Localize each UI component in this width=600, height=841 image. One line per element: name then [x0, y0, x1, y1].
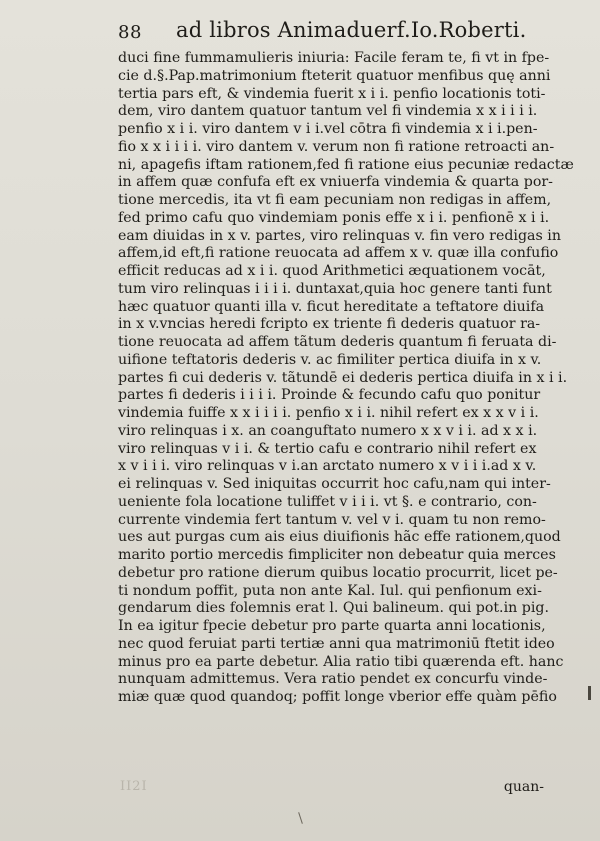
text-line: ti nondum poffit, puta non ante Kal. Iul. qui penfionum exi- [118, 582, 542, 599]
text-line: nunquam admittemus. Vera ratio pendet ex concurfu vinde- [118, 671, 548, 688]
text-line: partes fi cui dederis v. tãtundē ei dederis pertica diuifa in x i i. [118, 369, 568, 386]
text-line: in x v.vncias heredi fcripto ex triente fi dederis quatuor ra- [118, 316, 541, 333]
text-line: fed primo cafu quo vindemiam ponis effe x i i. penfionē x i i. [118, 209, 550, 226]
text-line: tione reuocata ad affem tãtum dederis quantum fi feruata di- [118, 334, 557, 350]
text-line: In ea igitur fpecie debetur pro parte quarta anni locationis, [118, 618, 546, 634]
body-text [118, 50, 574, 707]
margin-mark [588, 686, 591, 700]
text-line: duci fine fummamulieris iniuria: Facile feram te, fi vt in fpe- [118, 50, 550, 66]
text-line: cie d.§.Pap.matrimonium fteterit quatuor menfibus quę anni [118, 67, 551, 84]
text-line: tertia pars eft, & vindemia fuerit x i i. penfio locationis toti- [118, 85, 546, 102]
text-line: uifione teftatoris dederis v. ac fimiliter pertica diuifa in x v. [118, 351, 542, 368]
text-line: tione mercedis, ita vt fi eam pecuniam non redigas in affem, [118, 192, 552, 208]
text-line: affem,id eft,fi ratione reuocata ad affem x v. quæ illa confufio [118, 245, 559, 262]
text-line: eam diuidas in x v. partes, viro relinquas v. fin vero redigas in [118, 227, 561, 244]
text-line: ues aut purgas cum ais eius diuifionis hãc effe rationem,quod [118, 529, 561, 546]
text-line: partes fi dederis i i i i. Proinde & fecundo cafu quo ponitur [118, 387, 541, 404]
text-line: tum viro relinquas i i i i. duntaxat,quia hoc genere tanti funt [118, 280, 552, 297]
text-line: in affem quæ confufa eft ex vniuerfa vindemia & quarta por- [118, 174, 553, 191]
text-line: debetur pro ratione dierum quibus locatio procurrit, licet pe- [118, 564, 558, 581]
running-head: ad libros Animaduerf.Io.Roberti. [176, 18, 527, 42]
text-line: ei relinquas v. Sed iniquitas occurrit hoc cafu,nam qui inter- [118, 476, 551, 492]
text-line: miæ quæ quod quandoq; poffit longe vberior effe quàm pēfio [118, 689, 557, 705]
bleed-through-text: ΙΙ2Ι [120, 779, 148, 794]
text-line: vindemia fuiffe x x i i i i. penfio x i i. nihil refert ex x x v i i. [118, 405, 539, 421]
text-line: marito portio mercedis fimpliciter non debeatur quia merces [118, 547, 556, 563]
text-line: efficit reducas ad x i i. quod Arithmetici æquationem vocāt, [118, 263, 546, 279]
text-line: currente vindemia fert tantum v. vel v i. quam tu non remo- [118, 511, 546, 528]
text-line: minus pro ea parte debetur. Alia ratio tibi quærenda eft. hanc [118, 653, 564, 670]
text-line: penfio x i i. viro dantem v i i.vel cōtra fi vindemia x i i.pen- [118, 121, 538, 137]
text-line: dem, viro dantem quatuor tantum vel fi vindemia x x i i i i. [118, 103, 538, 120]
text-line: hæc quatuor quanti illa v. ficut hereditate a teftatore diuifa [118, 298, 545, 315]
text-line: ni, apagefis iftam rationem,fed fi ratione eius pecuniæ redactæ [118, 156, 574, 173]
page-number: 88 [118, 22, 142, 43]
catchword: quan- [503, 779, 544, 795]
text-line: viro relinquas v i i. & tertio cafu e contrario nihil refert ex [118, 440, 537, 457]
text-line: viro relinquas i x. an coanguftato numero x x v i i. ad x x i. [118, 422, 538, 439]
text-line: x v i i i. viro relinquas v i.an arctato numero x v i i i.ad x v. [118, 458, 537, 475]
page-header [118, 18, 528, 46]
text-line: fio x x i i i i. viro dantem v. verum non fi ratione retroacti an- [118, 138, 555, 155]
text-line: ueniente fola locatione tuliffet v i i i. vt §. e contrario, con- [118, 493, 537, 510]
text-line: nec quod feruiat parti tertiæ anni qua matrimoniū ftetit ideo [118, 635, 555, 652]
signature-mark [298, 812, 303, 824]
text-line: gendarum dies folemnis erat l. Qui balineum. qui pot.in pig. [118, 600, 549, 617]
